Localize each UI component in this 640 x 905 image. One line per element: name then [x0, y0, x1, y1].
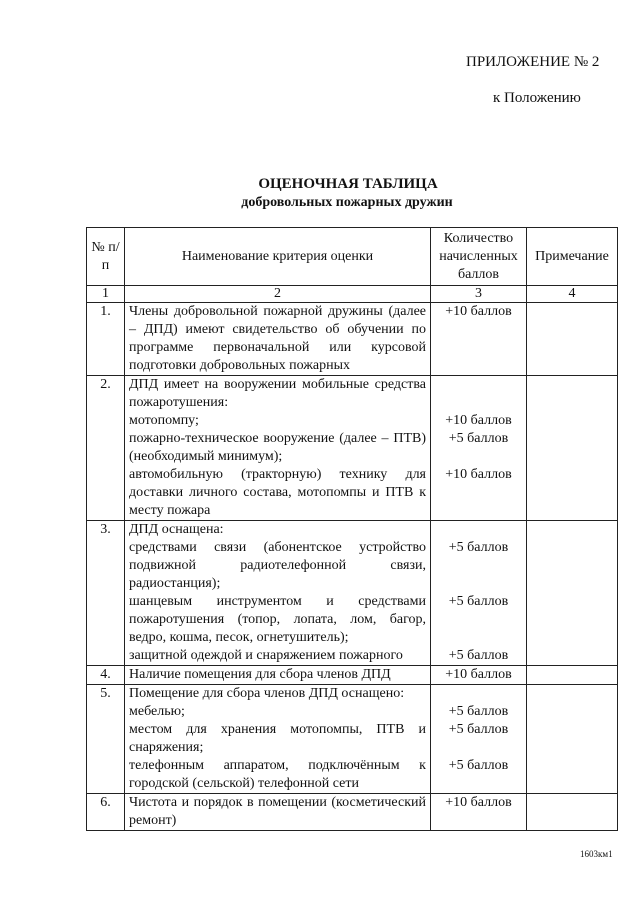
criterion-text: средствами связи (абонентское устройство подвижной радиотелефонной связи, радиостанция);: [129, 540, 426, 591]
criterion-text: Члены добровольной пожарной дружины (далее – ДПД) имеют свидетельство об обучении по программе первоначальной или курсовой подготовки добровольных пожарных: [129, 304, 426, 373]
points-cell: [431, 303, 527, 376]
criterion-cell: [125, 303, 431, 376]
criterion-cell: [125, 521, 431, 666]
table-row: [87, 376, 618, 521]
points-cell: [431, 794, 527, 831]
row-number: 1.: [87, 303, 125, 376]
points-value: +10 баллов: [445, 467, 512, 482]
table-row: [87, 303, 618, 376]
document-stamp: 1603км1: [580, 849, 613, 859]
points-value: +10 баллов: [445, 413, 512, 428]
criterion-text: местом для хранения мотопомпы, ПТВ и снаряжения;: [129, 722, 426, 755]
criterion-text: Помещение для сбора членов ДПД оснащено:: [129, 686, 405, 701]
note-cell: [527, 376, 618, 521]
points-value: +10 баллов: [445, 795, 512, 810]
note-cell: [527, 521, 618, 666]
criterion-cell: [125, 376, 431, 521]
table-row: [87, 521, 618, 666]
criterion-text: Наличие помещения для сбора членов ДПД: [129, 667, 391, 682]
header-points: Количество начисленных баллов: [431, 228, 527, 286]
row-number: 6.: [87, 794, 125, 831]
points-value: +5 баллов: [448, 758, 509, 773]
note-cell: [527, 303, 618, 376]
header-note: Примечание: [527, 228, 618, 286]
row-number: 3.: [87, 521, 125, 666]
document-subtitle: добровольных пожарных дружин: [241, 195, 453, 210]
criterion-text: мотопомпу;: [129, 413, 199, 428]
points-value: +5 баллов: [448, 431, 509, 446]
column-number: 3: [431, 286, 527, 303]
points-cell: [431, 521, 527, 666]
criterion-text: Чистота и порядок в помещении (косметический ремонт): [129, 795, 426, 828]
criterion-text: пожарно-техническое вооружение (далее – ПТВ) (необходимый минимум);: [129, 431, 426, 464]
table-header-row: [87, 228, 618, 286]
criterion-text: защитной одеждой и снаряжением пожарного: [129, 648, 403, 663]
points-value: +10 баллов: [445, 667, 512, 682]
row-number: 5.: [87, 685, 125, 794]
criterion-text: ДПД оснащена:: [129, 522, 224, 537]
header-criterion: Наименование критерия оценки: [125, 228, 431, 286]
criterion-text: телефонным аппаратом, подключённым к городской (сельской) телефонной сети: [129, 758, 426, 791]
appendix-reference: к Положению: [493, 90, 581, 106]
note-cell: [527, 666, 618, 685]
criterion-text: мебелью;: [129, 704, 185, 719]
column-number-row: [87, 286, 618, 303]
appendix-title: ПРИЛОЖЕНИЕ № 2: [466, 54, 600, 70]
row-number: 4.: [87, 666, 125, 685]
criterion-text: автомобильную (тракторную) технику для доставки личного состава, мотопомпы и ПТВ к месту пожара: [129, 467, 426, 518]
points-value: +5 баллов: [448, 704, 509, 719]
points-cell: [431, 376, 527, 521]
evaluation-table: [86, 227, 618, 831]
note-cell: [527, 685, 618, 794]
points-value: +5 баллов: [448, 648, 509, 663]
table-row: [87, 685, 618, 794]
table-row: [87, 794, 618, 831]
column-number: 4: [527, 286, 618, 303]
table-row: [87, 666, 618, 685]
criterion-cell: [125, 685, 431, 794]
document-title: ОЦЕНОЧНАЯ ТАБЛИЦА: [258, 176, 438, 192]
criterion-text: ДПД имеет на вооружении мобильные средства пожаротушения:: [129, 377, 426, 410]
points-cell: [431, 666, 527, 685]
column-number: 2: [125, 286, 431, 303]
note-cell: [527, 794, 618, 831]
row-number: 2.: [87, 376, 125, 521]
column-number: 1: [87, 286, 125, 303]
points-value: +10 баллов: [445, 304, 512, 319]
points-value: +5 баллов: [448, 594, 509, 609]
header-number: № п/п: [87, 228, 125, 286]
criterion-cell: [125, 794, 431, 831]
criterion-text: шанцевым инструментом и средствами пожаротушения (топор, лопата, лом, багор, ведро, кошма, песок, огнетушитель);: [129, 594, 426, 645]
points-cell: [431, 685, 527, 794]
points-value: +5 баллов: [448, 722, 509, 737]
points-value: +5 баллов: [448, 540, 509, 555]
criterion-cell: [125, 666, 431, 685]
